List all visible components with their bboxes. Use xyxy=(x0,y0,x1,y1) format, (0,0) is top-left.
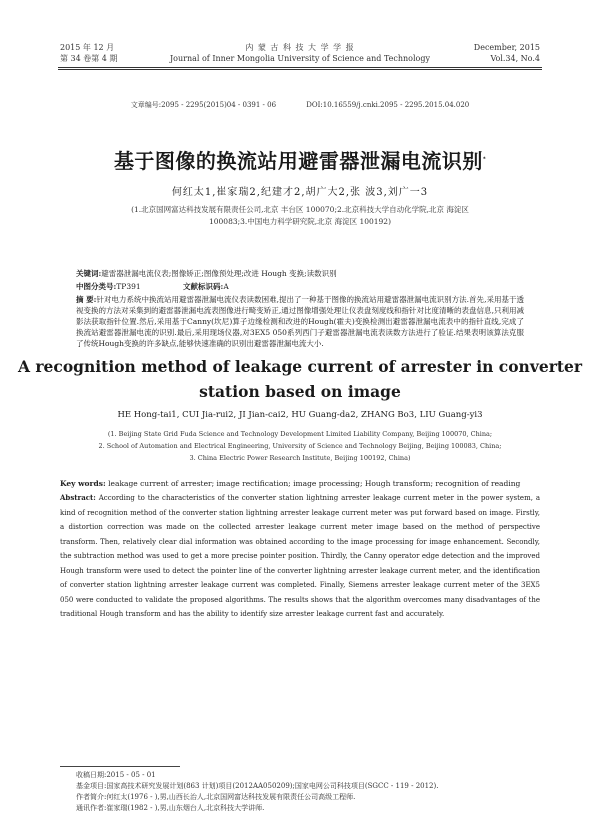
keywords-text: 避雷器泄漏电流仪表;图像矫正;图像预处理;改进 Hough 变换;读数识别 xyxy=(101,269,337,278)
clc-value: TP391 xyxy=(116,282,141,291)
issue-date-en: December, 2015 xyxy=(473,43,540,52)
footnote-received: 收稿日期:2015 - 05 - 01 xyxy=(76,771,156,779)
article-info xyxy=(60,100,540,110)
footnote-author-bio: 作者简介:何红太(1976 - ),男,山西长治人,北京国网富达科技发展有限责任公司高级工程师. xyxy=(76,793,356,801)
header-rule-top xyxy=(58,67,542,68)
title-en: A recognition method of leakage current of arrester in converter station based on image xyxy=(17,357,583,401)
abstract-cn xyxy=(76,294,524,349)
affiliations-cn xyxy=(80,204,520,228)
running-header-right xyxy=(474,42,540,64)
volume-cn: 第 34 卷第 4 期 xyxy=(60,54,118,63)
authors-cn: 何红太1,崔家瑞2,纪建才2,胡广大2,张 波3,刘广一3 xyxy=(171,187,429,198)
volume-en: Vol.34, No.4 xyxy=(490,54,540,63)
journal-name-en: Journal of Inner Mongolia University of Science and Technology xyxy=(169,54,431,63)
footnote-rule xyxy=(60,766,180,767)
affiliation-line: (1.北京国网富达科技发展有限责任公司,北京 丰台区 100070;2.北京科技大学自动化学院,北京 海淀区 xyxy=(131,205,469,214)
footnote-corresponding: 通讯作者:崔家瑞(1982 - ),男,山东烟台人,北京科技大学讲师. xyxy=(76,804,265,812)
abstract-label: Abstract: xyxy=(60,493,96,502)
abstract-label: 摘 要: xyxy=(76,295,97,304)
keywords-cn xyxy=(76,268,524,279)
header-rule-bottom xyxy=(58,69,542,70)
footnote-funding: 基金项目:国家高技术研究发展计划(863 计划)项目(2012AA050209);国家电网公司科技项目(SGCC - 119 - 2012). xyxy=(76,782,439,790)
doc-code-label: 文献标识码: xyxy=(183,282,224,291)
affiliation-line: 100083;3.中国电力科学研究院,北京 海淀区 100192) xyxy=(208,217,392,226)
abstract-en xyxy=(60,491,540,622)
keywords-text: leakage current of arrester; image rectification; image processing; Hough transform; recognition of reading xyxy=(108,479,521,488)
issue-date-cn: 2015 年 12 月 xyxy=(60,43,115,52)
affiliation-line: 2. School of Automation and Electrical Engineering, University of Science and Technology Beijing, Beijing 100083, China; xyxy=(98,442,502,450)
doc-code-value: A xyxy=(223,282,229,291)
authors-en: HE Hong-tai1, CUI Jia-rui2, JI Jian-cai2, HU Guang-da2, ZHANG Bo3, LIU Guang-yi3 xyxy=(117,410,483,420)
affiliation-line: 3. China Electric Power Research Institute, Beijing 100192, China) xyxy=(189,454,411,462)
affiliation-line: (1. Beijing State Grid Fuda Science and Technology Development Limited Liability Company, Beijing 100070, China; xyxy=(107,430,493,438)
doi: DOI:10.16559/j.cnki.2095 - 2295.2015.04.020 xyxy=(306,101,470,109)
article-number: 文章编号:2095 - 2295(2015)04 - 0391 - 06 xyxy=(130,101,277,109)
abstract-text: According to the characteristics of the converter station lightning arrester leakage current meter in the power system, a kind of recognition method of the converter station lightning arrester leakage current meter was put forward based on image. Firstly, a distortion correction was made on the collected arrester leakage current meter image based on the method of perspective transform. Then, relatively clear dial information was obtained according to the image processing for image enhancement. Secondly, the subtraction method was used to get a more precise pointer position. Thirdly, the Canny operator edge detection and the improved Hough transform were used to detect the pointer line of the converter lightning arrester leakage current meter, and the identification of converter station lightning arrester leakage current was completed. Finally, Siemens arrester leakage current meter of the 3EX5 050 were conducted to validate the proposed algorithms. The results shows that the algorithm overcomes many disadvantages of the traditional Hough transform and has the ability to identify size arrester leakage current fast and accurately. xyxy=(60,494,540,618)
journal-name-cn: 内 蒙 古 科 技 大 学 学 报 xyxy=(245,43,355,52)
classification-cn xyxy=(76,281,524,292)
keywords-en xyxy=(60,478,540,489)
affiliations-en xyxy=(70,428,530,464)
clc-label: 中图分类号: xyxy=(76,282,117,291)
abstract-text: 针对电力系统中换流站用避雷器泄漏电流仪表读数困难,提出了一种基于图像的换流站用避雷器泄漏电流识别方法.首先,采用基于透视变换的方法对采集到的避雷器泄漏电流表图像进行畸变矫正,通过图像增强处理让仪表盘刻度线和指针对比度清晰的表盘信息,只利用减影法获取指针位置.然后,采用基于Canny(坎尼)算子边缘检测和改进的Hough(霍夫)变换检测出避雷器泄漏电流表中的指针直线,完成了换流站避雷器泄漏电流的识别.最后,采用现场仪器,对3EX5 050系列西门子避雷器泄漏电流表读数方法进行了验证.结果表明该算法克服了传统Hough变换的许多缺点,能够快速准确的识别出避雷器泄漏电流大小. xyxy=(76,295,524,348)
footnotes xyxy=(76,770,540,814)
keywords-label: 关键词: xyxy=(76,269,102,278)
title-cn: 基于图像的换流站用避雷器泄漏电流识别* xyxy=(113,149,487,173)
keywords-label: Key words: xyxy=(60,479,106,488)
